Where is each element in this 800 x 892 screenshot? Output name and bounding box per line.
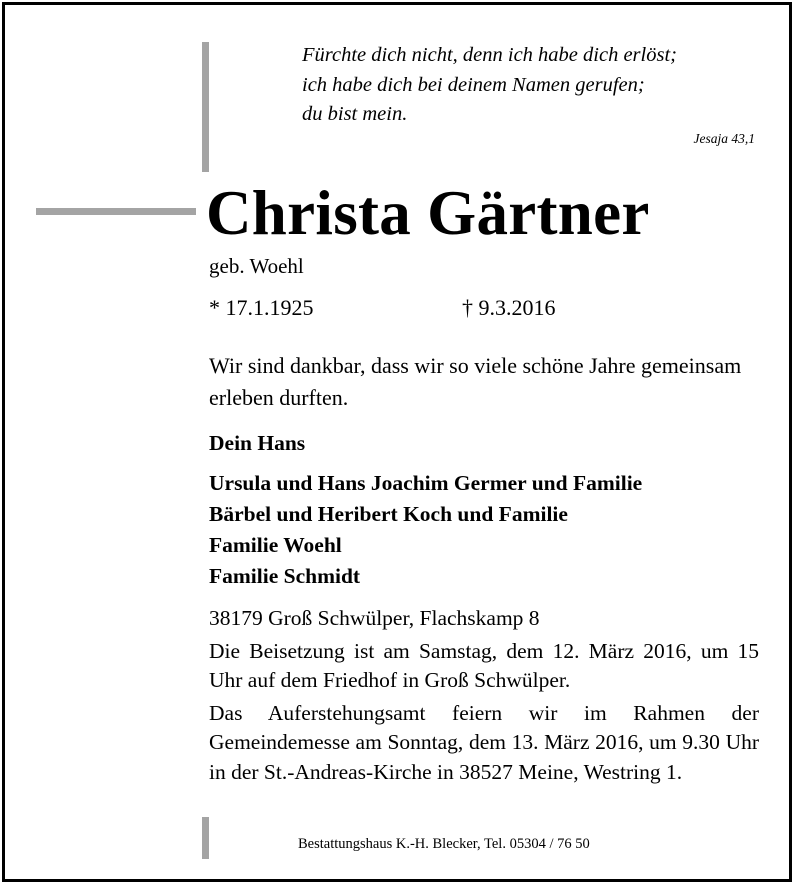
cross-lower-bar: [202, 817, 209, 859]
family-signature: Ursula und Hans Joachim Germer und Familie: [209, 471, 643, 495]
funeral-details: [209, 604, 759, 787]
verse-line: du bist mein.: [302, 103, 408, 125]
family-signature: Familie Woehl: [209, 533, 342, 557]
mourners-list: [209, 428, 642, 592]
verse-source: Jesaja 43,1: [693, 131, 755, 146]
death-date: † 9.3.2016: [462, 295, 556, 320]
maiden-name: geb. Woehl: [209, 254, 304, 278]
verse-line: Fürchte dich nicht, denn ich habe dich erlöst;: [302, 44, 677, 66]
birth-date: * 17.1.1925: [209, 295, 314, 320]
family-signature: Familie Schmidt: [209, 564, 361, 588]
bible-verse: [302, 41, 677, 130]
funeral-info: Die Beisetzung ist am Samstag, dem 12. März 2016, um 15 Uhr auf dem Friedhof in Groß Schwülper.: [209, 638, 759, 692]
funeral-home: Bestattungshaus K.-H. Blecker, Tel. 05304 / 76 50: [298, 836, 590, 852]
service-info: Das Auferstehungsamt feiern wir im Rahmen der Gemeindemesse am Sonntag, dem 13. März 2016, um 9.30 Uhr in der St.-Andreas-Kirche in 38527 Meine, Westring 1.: [209, 700, 759, 784]
verse-line: ich habe dich bei deinem Namen gerufen;: [302, 73, 645, 96]
cross-horizontal-bar: [36, 208, 196, 215]
spouse-signature: Dein Hans: [209, 431, 306, 455]
deceased-name: Christa Gärtner: [206, 178, 650, 248]
gratitude-text: Wir sind dankbar, dass wir so viele schöne Jahre gemeinsam erleben durften.: [209, 353, 742, 410]
address: 38179 Groß Schwülper, Flachskamp 8: [209, 606, 540, 630]
cross-vertical-bar: [202, 42, 209, 172]
family-signature: Bärbel und Heribert Koch und Familie: [209, 502, 568, 526]
